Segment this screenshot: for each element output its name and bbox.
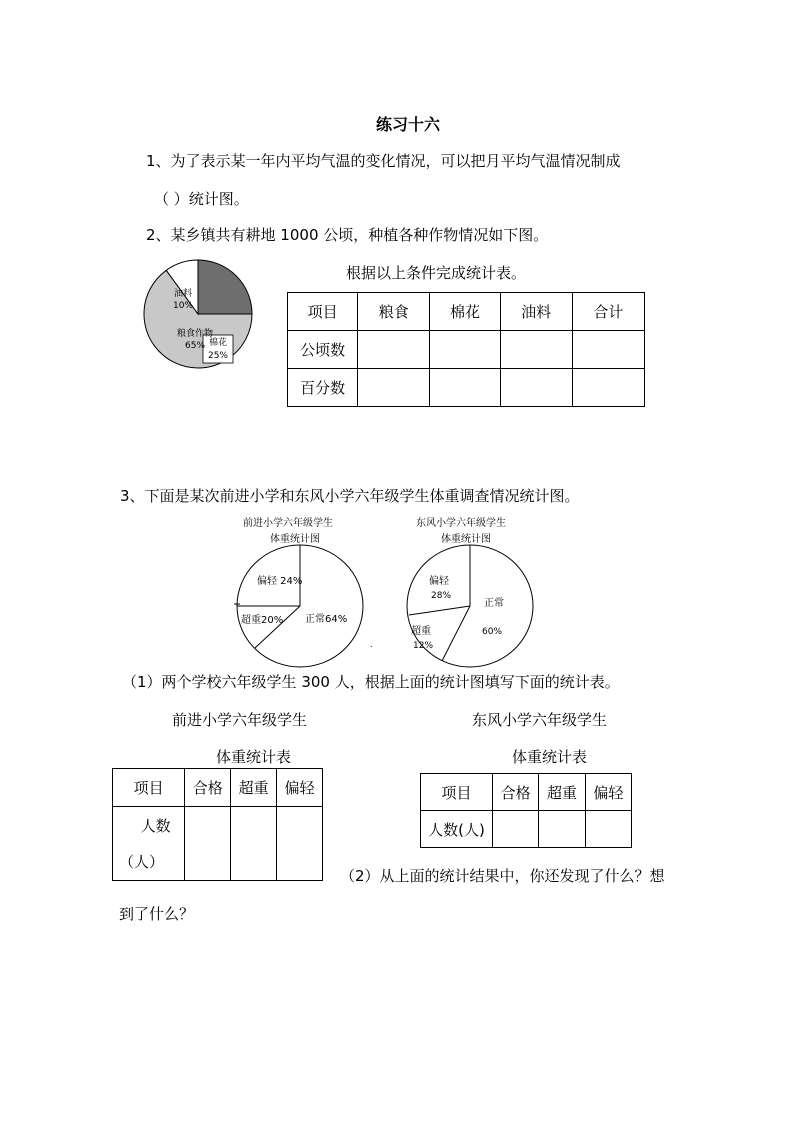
blank-cell[interactable] <box>500 369 572 407</box>
table1-title-line1: 前进小学六年级学生 <box>172 711 308 729</box>
header-cell: 超重 <box>231 769 277 807</box>
chart2-title-line1: 东风小学六年级学生 <box>416 518 506 529</box>
blank-cell[interactable] <box>231 807 277 881</box>
crop-pie-chart <box>140 258 260 370</box>
header-cell: 偏轻 <box>585 774 631 811</box>
blank-cell[interactable] <box>493 811 539 848</box>
qianjin-weight-table <box>112 768 323 881</box>
row-label-percent: 百分数 <box>288 369 358 407</box>
header-cell: 油料 <box>500 293 572 331</box>
row-label-people <box>113 807 185 881</box>
sub-question-2-line2: 到了什么？ <box>119 905 195 923</box>
blank-cell[interactable] <box>277 807 323 881</box>
sub-question-1: （1）两个学校六年级学生 300 人，根据上面的统计图填写下面的统计表。 <box>122 673 620 691</box>
header-cell: 项目 <box>421 774 493 811</box>
table1-title-line2: 体重统计表 <box>216 748 292 766</box>
header-cell: 超重 <box>539 774 585 811</box>
header-cell: 合格 <box>493 774 539 811</box>
table-row <box>288 331 645 369</box>
pie-label-oil: 油料 <box>173 289 193 299</box>
header-cell: 合格 <box>185 769 231 807</box>
table2-title-line2: 体重统计表 <box>512 748 588 766</box>
table2-title-line1: 东风小学六年级学生 <box>472 711 608 729</box>
blank-cell[interactable] <box>585 811 631 848</box>
header-cell: 粮食 <box>358 293 430 331</box>
header-cell: 合计 <box>572 293 644 331</box>
blank-cell[interactable] <box>539 811 585 848</box>
row-label-people: 人数(人) <box>421 811 493 848</box>
table-caption: 根据以上条件完成统计表。 <box>346 264 527 282</box>
stray-dot: . <box>370 640 373 649</box>
chart2-label-light: 偏轻 <box>429 576 449 587</box>
chart2-pct-over: 12% <box>413 641 434 651</box>
sub-question-2-line1: （2）从上面的统计结果中，你还发现了什么？想 <box>340 867 665 885</box>
chart1-title-line2: 体重统计图 <box>270 534 320 545</box>
chart1-title-line1: 前进小学六年级学生 <box>243 518 333 529</box>
pie-pct-cotton: 25% <box>207 351 229 361</box>
crop-statistics-table <box>287 292 645 407</box>
chart2-label-normal: 正常 <box>484 598 504 609</box>
chart1-label-over: 超重20% <box>241 615 284 626</box>
question-2-text: 2、某乡镇共有耕地 1000 公顷，种植各种作物情况如下图。 <box>146 226 549 244</box>
dongfeng-pie-chart <box>402 542 538 668</box>
row-label-hectares: 公顷数 <box>288 331 358 369</box>
header-cell: 棉花 <box>430 293 500 331</box>
table-header-row <box>288 293 645 331</box>
blank-cell[interactable] <box>358 369 430 407</box>
chart2-title-line2: 体重统计图 <box>441 534 491 545</box>
blank-cell[interactable] <box>430 331 500 369</box>
blank-cell[interactable] <box>430 369 500 407</box>
pie-pct-oil: 10% <box>172 301 194 311</box>
header-cell: 项目 <box>113 769 185 807</box>
page-title: 练习十六 <box>376 115 441 134</box>
dongfeng-weight-table <box>420 773 632 848</box>
header-cell: 项目 <box>288 293 358 331</box>
header-cell: 偏轻 <box>277 769 323 807</box>
blank-cell[interactable] <box>185 807 231 881</box>
chart2-label-over: 超重 <box>411 626 431 637</box>
pie-label-grain: 粮食作物 <box>176 329 214 339</box>
pie-slice-cotton <box>198 260 252 314</box>
blank-cell[interactable] <box>500 331 572 369</box>
pie-pct-grain: 65% <box>184 341 206 351</box>
table-row <box>113 807 323 881</box>
chart2-pct-normal: 60% <box>482 627 503 637</box>
blank-cell[interactable] <box>572 369 644 407</box>
question-1-line-2: （ ）统计图。 <box>154 190 249 208</box>
chart1-label-normal: 正常64% <box>305 614 348 625</box>
question-3-text: 3、下面是某次前进小学和东风小学六年级学生体重调查情况统计图。 <box>120 487 580 505</box>
blank-cell[interactable] <box>572 331 644 369</box>
chart2-pct-light: 28% <box>431 591 452 601</box>
table-header-row <box>113 769 323 807</box>
question-1-line-1: 1、为了表示某一年内平均气温的变化情况，可以把月平均气温情况制成 <box>146 152 621 170</box>
row-label-line2: （人） <box>119 852 165 871</box>
table-row <box>288 369 645 407</box>
qianjin-pie-chart <box>232 542 368 668</box>
table-row <box>421 811 632 848</box>
chart1-label-light: 偏轻 24% <box>257 576 303 587</box>
table-header-row <box>421 774 632 811</box>
pie-label-cotton: 棉花 <box>208 338 228 348</box>
row-label-line1: 人数 <box>140 816 171 835</box>
blank-cell[interactable] <box>358 331 430 369</box>
